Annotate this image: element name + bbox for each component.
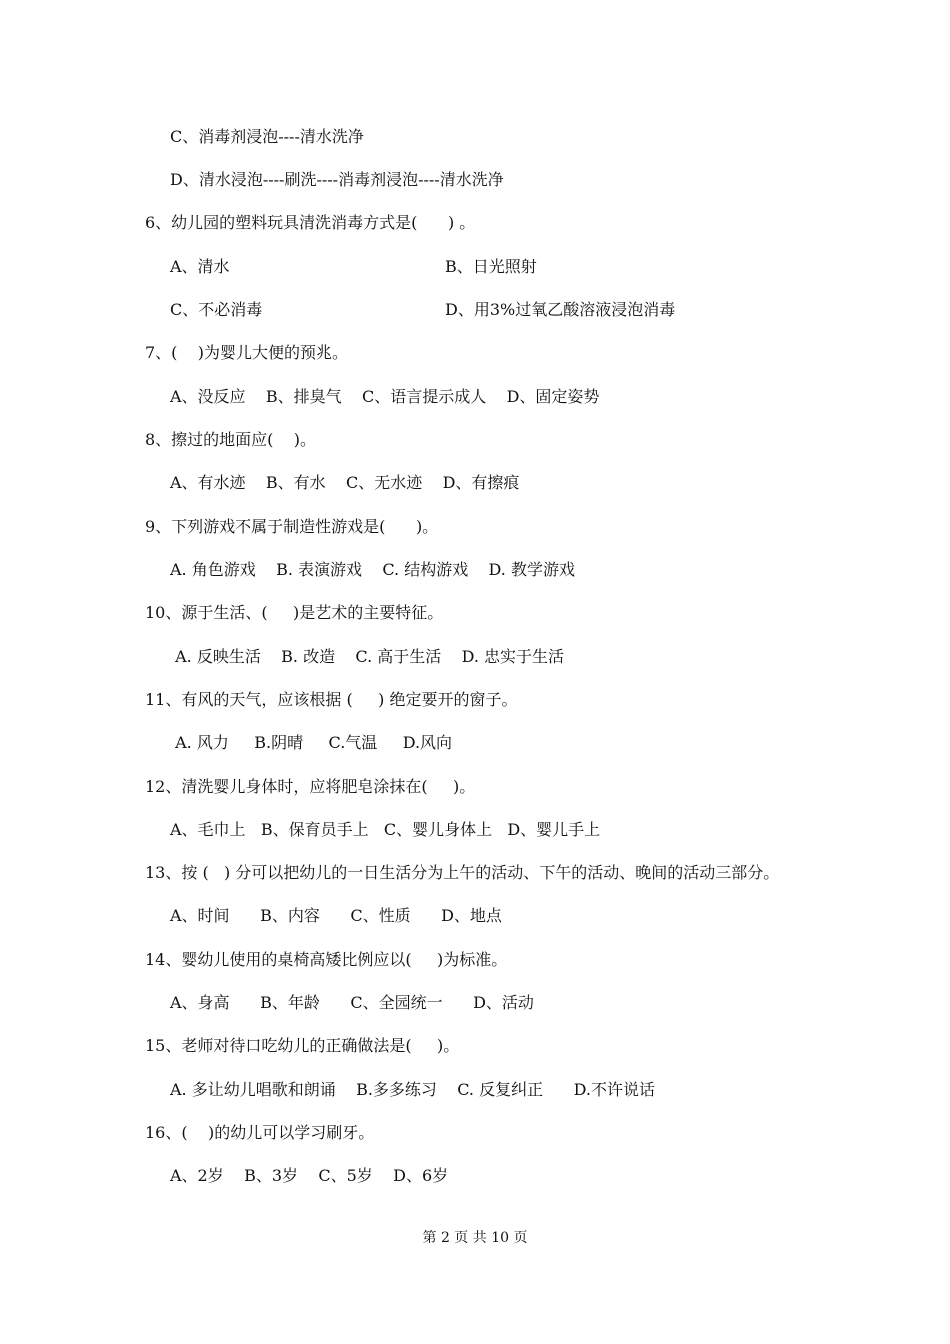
q12-options: A、毛巾上 B、保育员手上 C、婴儿身体上 D、婴儿手上 [170,820,601,839]
question-6: 6、幼儿园的塑料玩具清洗消毒方式是( ) 。 [145,213,476,232]
q9-options: A. 角色游戏 B. 表演游戏 C. 结构游戏 D. 教学游戏 [170,560,575,579]
q6-option-c: C、不必消毒 [170,300,263,319]
q6-option-a: A、清水 [170,257,230,276]
question-16: 16、( )的幼儿可以学习刷牙。 [145,1123,375,1142]
question-7: 7、( )为婴儿大便的预兆。 [145,343,349,362]
page-number-footer: 第 2 页 共 10 页 [422,1230,528,1246]
q16-options: A、2岁 B、3岁 C、5岁 D、6岁 [170,1166,449,1185]
question-10: 10、源于生活、( )是艺术的主要特征。 [145,603,444,622]
q14-options: A、身高 B、年龄 C、全园统一 D、活动 [170,993,534,1012]
question-14: 14、婴幼儿使用的桌椅高矮比例应以( )为标准。 [145,950,508,969]
question-12: 12、清洗婴儿身体时，应将肥皂涂抹在( )。 [145,777,476,796]
q10-options: A. 反映生活 B. 改造 C. 高于生活 D. 忠实于生活 [170,647,565,666]
question-15: 15、老师对待口吃幼儿的正确做法是( )。 [145,1036,460,1055]
q15-options: A. 多让幼儿唱歌和朗诵 B.多多练习 C. 反复纠正 D.不许说话 [170,1080,655,1099]
q13-options: A、时间 B、内容 C、性质 D、地点 [170,906,502,925]
q6-option-b: B、日光照射 [445,257,537,276]
question-9: 9、下列游戏不属于制造性游戏是( )。 [145,517,439,536]
q7-options: A、没反应 B、排臭气 C、语言提示成人 D、固定姿势 [170,387,600,406]
q8-options: A、有水迹 B、有水 C、无水迹 D、有擦痕 [170,473,520,492]
q6-option-d: D、用3%过氧乙酸溶液浸泡消毒 [445,300,676,319]
q5-option-d: D、清水浸泡----刷洗----消毒剂浸泡----清水洗净 [170,170,504,189]
question-13: 13、按 ( ) 分可以把幼儿的一日生活分为上午的活动、下午的活动、晚间的活动三部分。 [145,863,780,882]
q11-options: A. 风力 B.阴晴 C.气温 D.风向 [170,733,453,752]
q5-option-c: C、消毒剂浸泡----清水洗净 [170,127,364,146]
question-8: 8、擦过的地面应( )。 [145,430,317,449]
question-11: 11、有风的天气，应该根据 ( ) 绝定要开的窗子。 [145,690,518,709]
